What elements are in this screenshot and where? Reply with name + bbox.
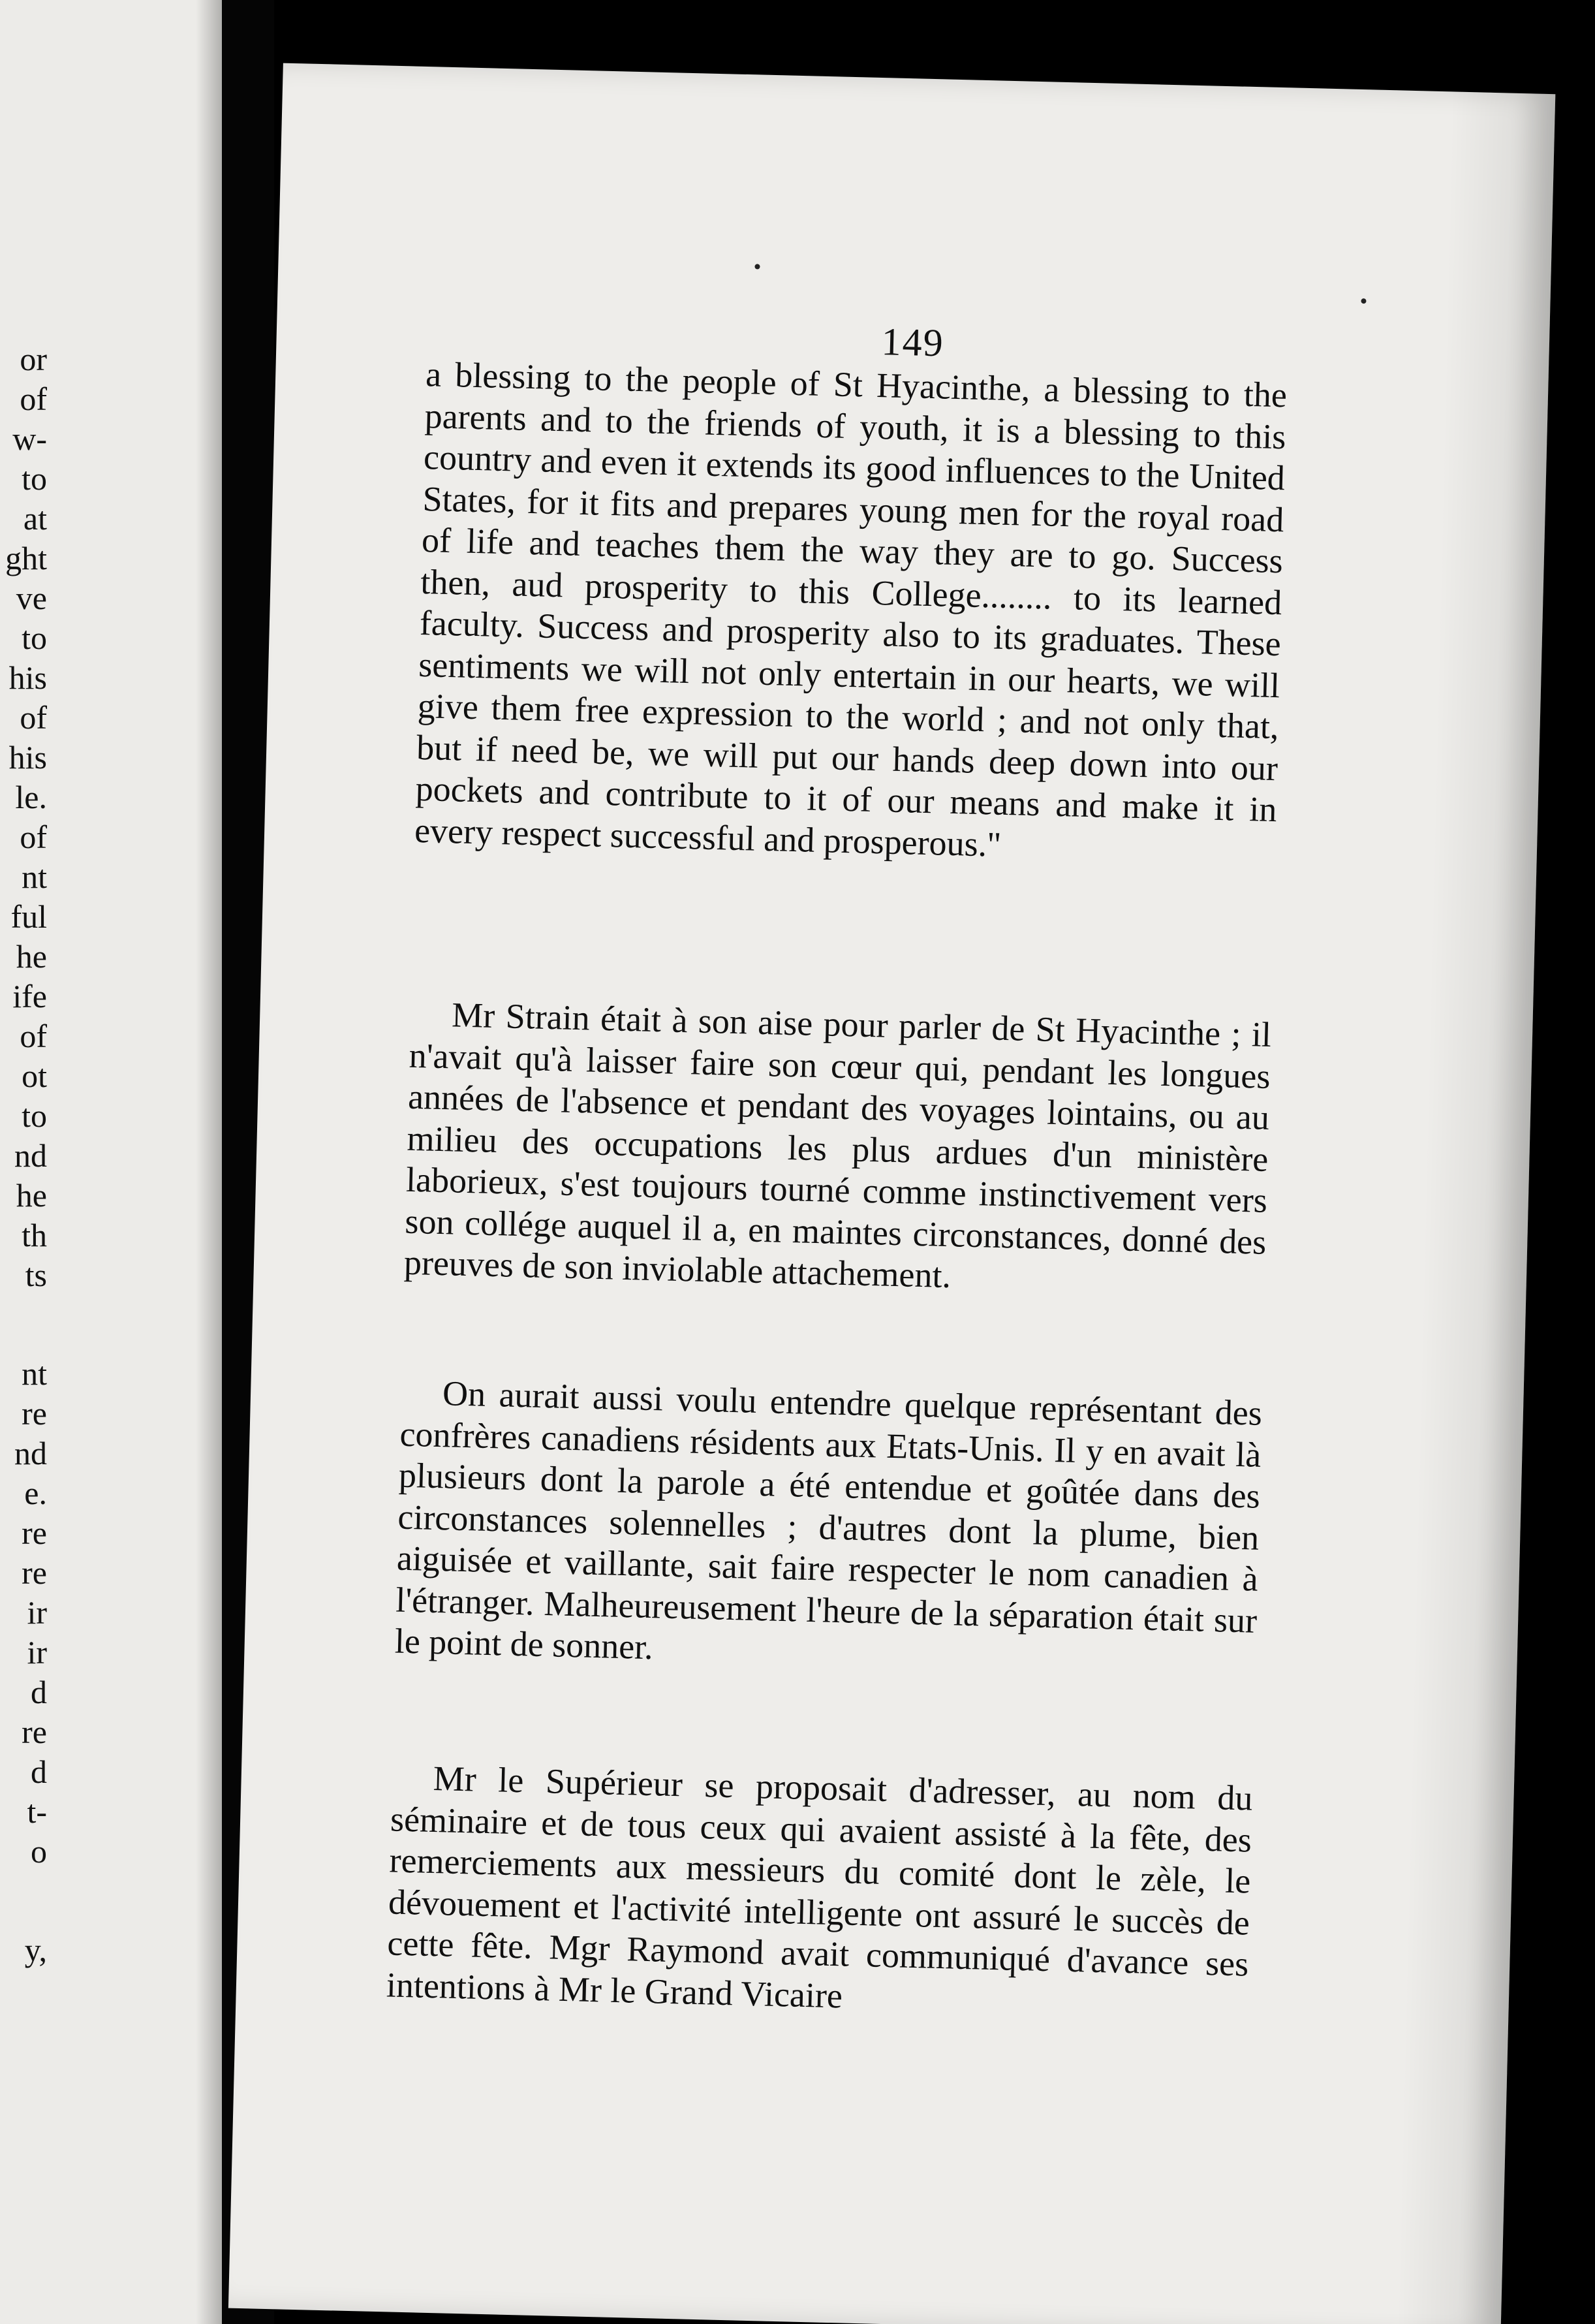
line-fragment: of (20, 699, 47, 736)
page-curl-shadow (1396, 91, 1555, 2324)
line-fragment: nt (22, 1355, 47, 1392)
paragraph-text: On aurait aussi voulu entendre quelque représentant des confrères canadiens résidents aux Etats-Unis. Il y en avait là plusieurs dont la parole a été entendue et goûtée dans des circonstances solennelles ; d'autres dont la plume, bien aiguisée et vaillante, sait faire respecter le nom canadien à l'étranger. Malheureusement l'heure de la séparation était sur le point de sonner. (394, 1374, 1263, 1667)
line-fragment: ful (10, 898, 47, 935)
line-fragment: re (22, 1395, 47, 1432)
line-fragment: ife (12, 978, 47, 1014)
page-number: 149 (880, 320, 945, 365)
line-fragment: at (23, 500, 47, 537)
line-fragment: ve (16, 580, 47, 616)
line-fragment: nt (22, 858, 47, 895)
paragraph-mr-strain (403, 994, 1271, 1305)
previous-page-line-endings (0, 339, 47, 1970)
line-fragment: ir (27, 1594, 47, 1631)
line-fragment: t- (27, 1793, 47, 1830)
line-fragment: re (22, 1554, 47, 1591)
line-fragment: to (22, 620, 47, 656)
line-fragment: of (20, 1018, 47, 1054)
line-fragment: nd (14, 1137, 47, 1174)
paragraph-text: a blessing to the people of St Hyacinthe, a blessing to the parents and to the friends of youth, it is a blessing to this country and even it extends its good influences to the United States, for it fits and prepares young men for the royal road of life and teaches them the way they are to go. Success then, aud prosperity to this College........ to its learned faculty. Success and prosperity also to its graduates. These sentiments we will not only entertain in our hearts, we will give them free expression to the world ; and not only that, but if need be, we will put our hands deep down into our pockets and contribute to it of our means and make it in every respect successful and prosperous." (414, 354, 1288, 864)
paragraph-confreres (394, 1372, 1262, 1684)
line-fragment: he (16, 1177, 47, 1214)
page-edge-shadow (196, 0, 222, 2324)
line-fragment: ts (25, 1257, 47, 1293)
line-fragment: ot (22, 1058, 47, 1094)
line-fragment: he (16, 938, 47, 975)
line-fragment: his (8, 739, 47, 776)
paragraph-text: Mr le Supérieur se proposait d'adresser, au nom du séminaire et de tous ceux qui avaient assisté à la fête, des remerciements aux messieurs du comité dont le zèle, le dévouement et l'activité intelligente ont assuré le succès de cette fête. Mgr Raymond avait communiqué d'avance ses intentions à Mr le Grand Vicaire (386, 1758, 1254, 2015)
line-fragment: re (22, 1515, 47, 1551)
line-fragment: of (20, 381, 47, 417)
line-fragment: ght (5, 540, 47, 576)
line-fragment: his (8, 659, 47, 696)
ink-speck (1361, 298, 1366, 304)
line-fragment: of (20, 819, 47, 855)
line-fragment: re (22, 1714, 47, 1750)
line-fragment: th (22, 1217, 47, 1253)
line-fragment: le. (15, 779, 47, 815)
line-fragment: e. (24, 1475, 47, 1511)
line-fragment: or (20, 341, 47, 377)
line-fragment: to (22, 460, 47, 497)
ink-speck (754, 264, 760, 269)
paragraph-english-speech-end (414, 354, 1287, 872)
line-gap (0, 1872, 47, 1930)
paragraph-text: Mr Strain était à son aise pour parler de St Hyacinthe ; il n'avait qu'à laisser faire son cœur qui, pendant les longues années de l'absence et pendant des voyages lointains, ou au milieu des occupations les plus ardues d'un ministère laborieux, s'est toujours tourné comme instinctivement vers son collége auquel il a, en maintes circonstances, donné des preuves de son inviolable attachement. (403, 995, 1272, 1296)
paragraph-superieur (386, 1757, 1253, 2026)
book-page (228, 63, 1555, 2324)
line-fragment: d (31, 1753, 47, 1790)
line-fragment: w- (12, 420, 47, 457)
line-fragment: o (31, 1833, 47, 1870)
line-fragment: y, (24, 1932, 47, 1968)
line-gap (0, 1295, 47, 1354)
previous-page-edge (0, 0, 222, 2324)
line-fragment: d (31, 1674, 47, 1710)
line-fragment: to (22, 1097, 47, 1134)
line-fragment: nd (14, 1435, 47, 1471)
line-fragment: ir (27, 1634, 47, 1671)
